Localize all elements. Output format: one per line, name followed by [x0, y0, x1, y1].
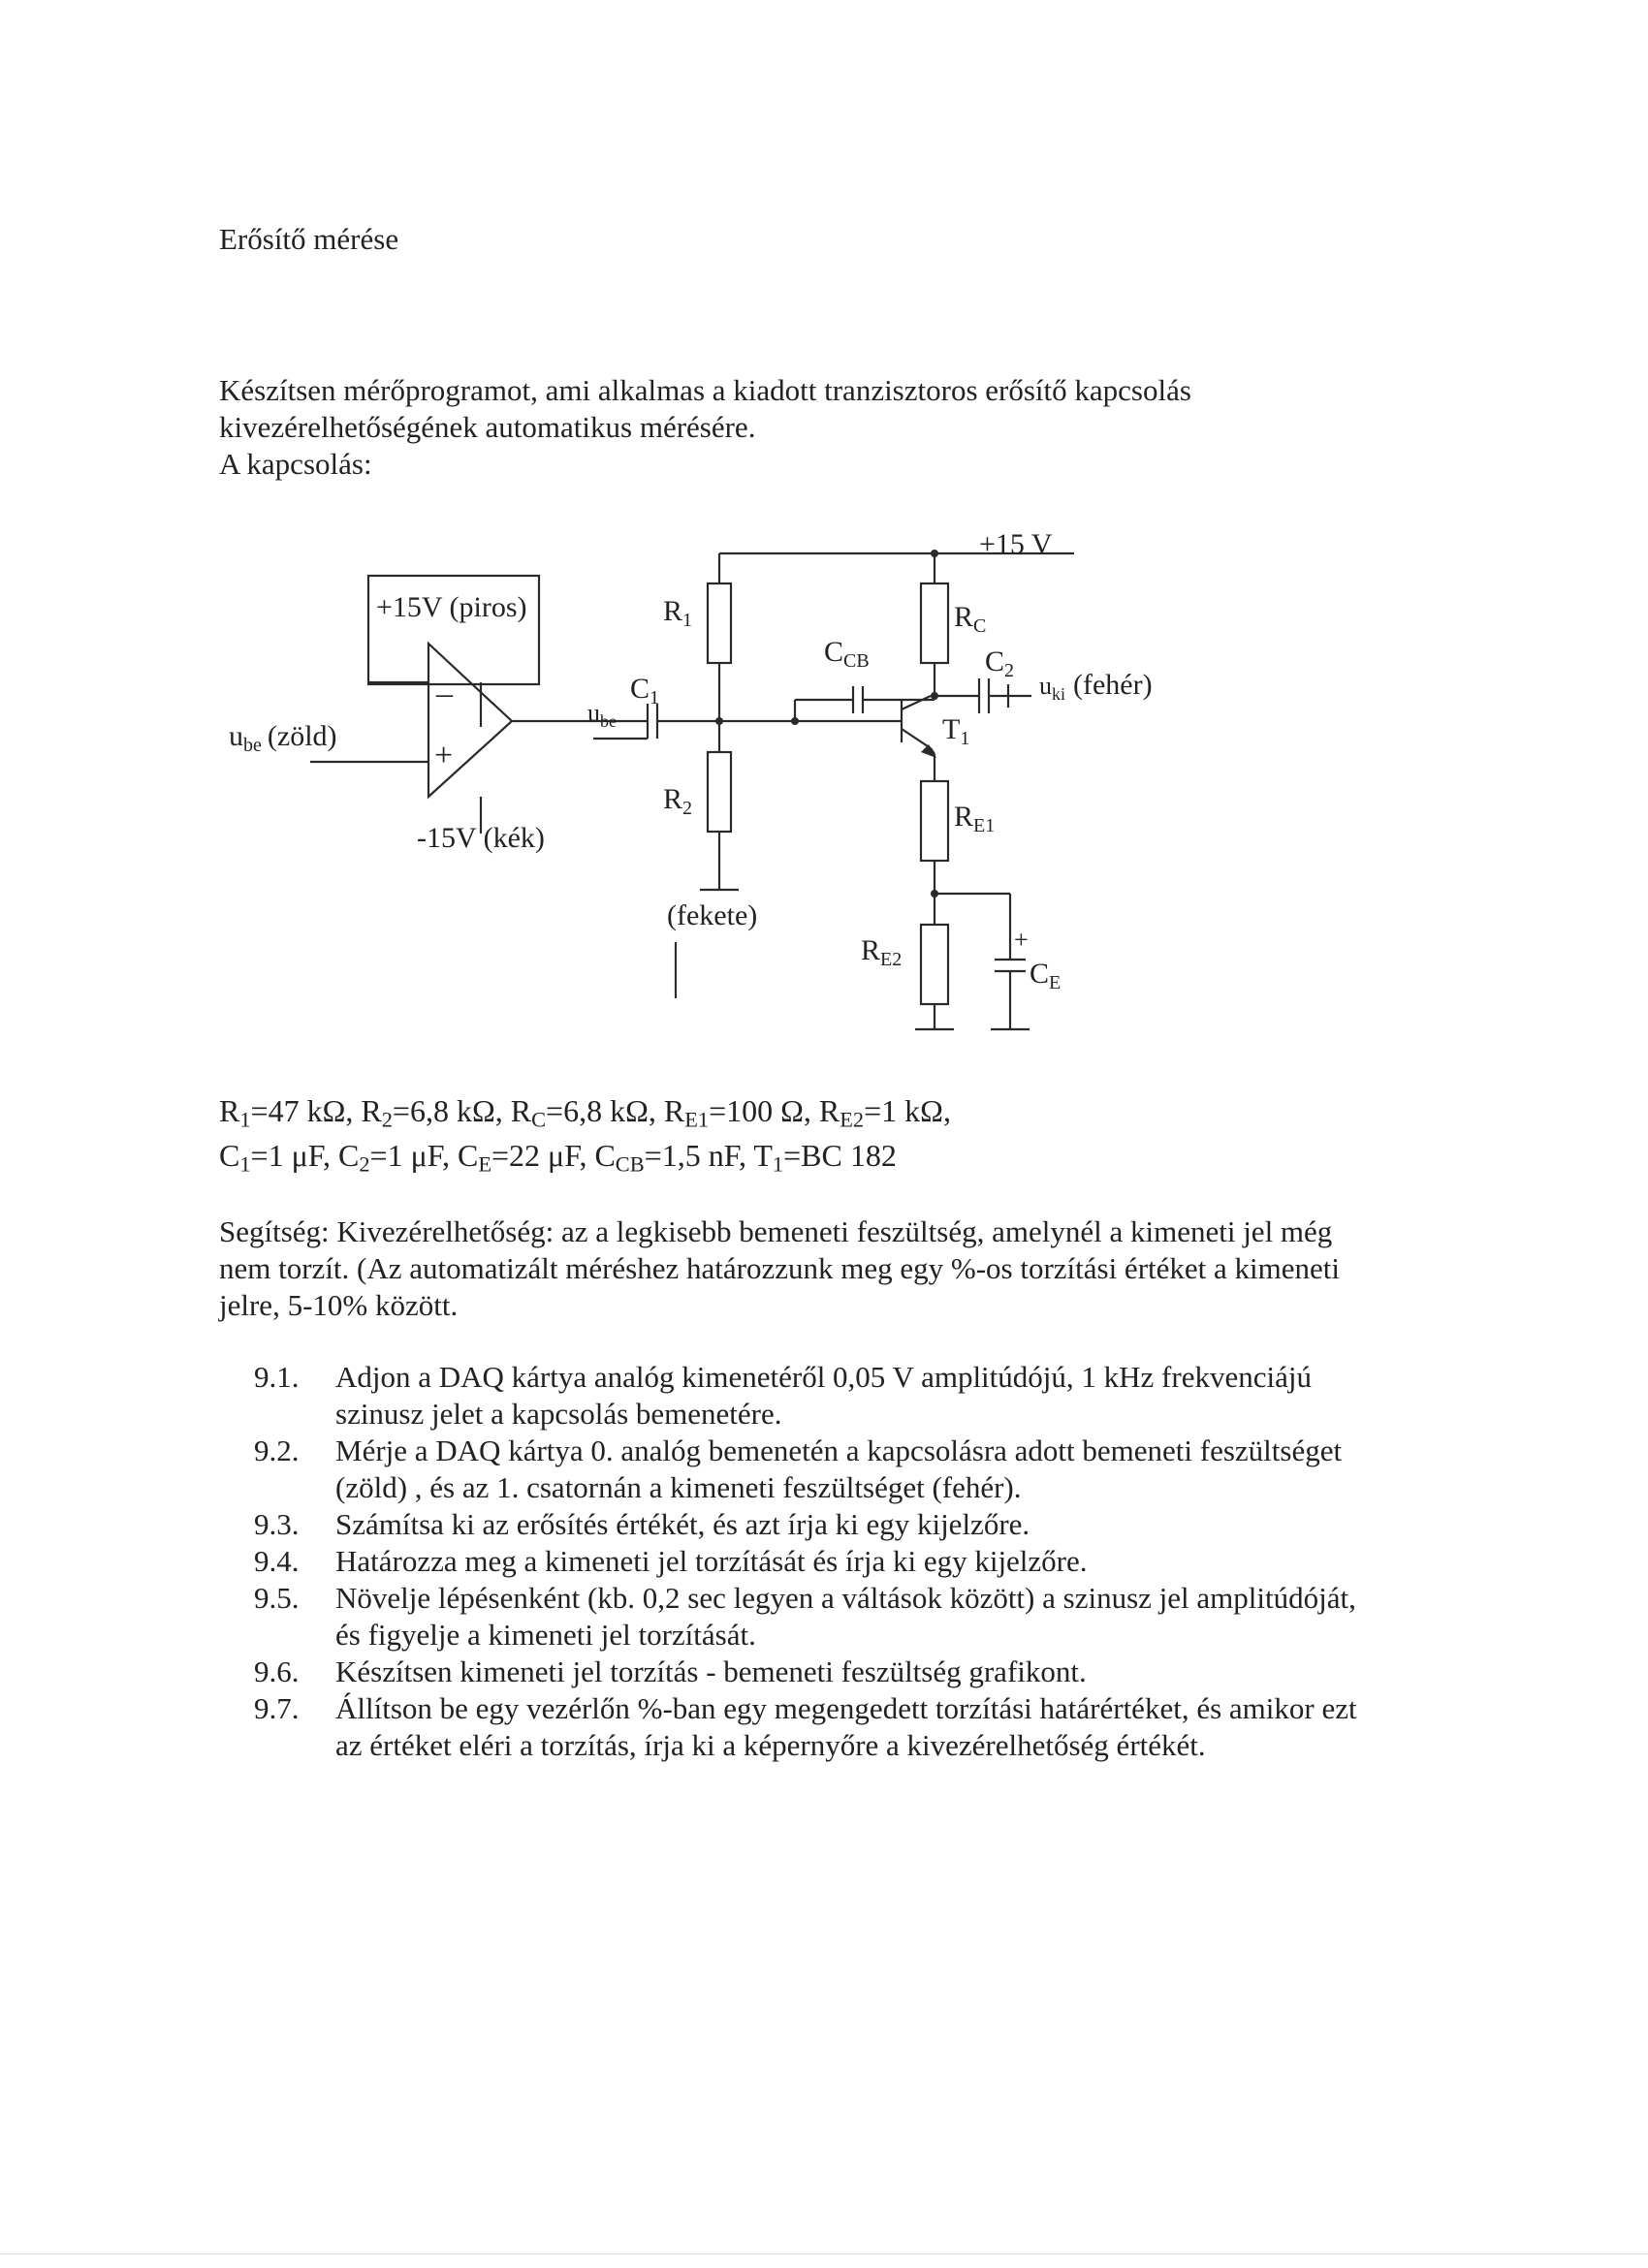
task-number: 9.4. [254, 1544, 300, 1578]
task-number: 9.5. [254, 1581, 300, 1615]
task-item [254, 1433, 1357, 1506]
r2-label: $R_2$ [663, 783, 693, 819]
task-item [254, 1690, 1357, 1764]
ce-plus-sign: + [1014, 926, 1029, 954]
supply-plus-label: +15 V [979, 528, 1053, 560]
intro-line: Készítsen mérőprogramot, ami alkalmas a kiadott tranzisztoros erősítő kapcsolás [219, 373, 1191, 407]
opamp-plus-sign: + [434, 738, 454, 773]
task-line: Adjon a DAQ kártya analóg kimenetéről 0,05 V amplitúdójú, 1 kHz frekvenciájú [335, 1360, 1312, 1394]
task-number: 9.3. [254, 1507, 300, 1541]
emitter-arrow [921, 744, 936, 758]
amplifier-circuit-diagram [0, 0, 1648, 1086]
task-line: az értéket eléri a torzítás, írja ki a képernyőre a kivezérelhetőség értékét. [335, 1728, 1206, 1762]
component-values-line: $R_1=47$ kΩ, $R_2=6,8$ kΩ, $R_C=6,8$ kΩ, $R_{E1}=100$ Ω, $R_{E2}=1$ kΩ, [219, 1093, 951, 1132]
ccb-label: $C_{CB}$ [824, 636, 870, 672]
task-line: Számítsa ki az erősítés értékét, és azt írja ki egy kijelzőre. [335, 1507, 1030, 1541]
uki-label: $u_{ki}$ (fehér) [1039, 669, 1153, 704]
page-title: Erősítő mérése [219, 222, 399, 256]
task-line: és figyelje a kimeneti jel torzítását. [335, 1618, 756, 1652]
input-label: $u_{be}$ (zöld) [229, 720, 337, 756]
task-number: 9.7. [254, 1691, 300, 1725]
task-item [254, 1506, 1357, 1543]
ground-label: (fekete) [667, 899, 758, 931]
scan-edge-line [0, 2253, 1648, 2254]
task-line: Készítsen kimeneti jel torzítás - bemeneti feszültség grafikont. [335, 1654, 1087, 1688]
help-line: nem torzít. (Az automatizált méréshez határozzunk meg egy %-os torzítási értéket a kimeneti [219, 1251, 1340, 1285]
help-paragraph [219, 1213, 1340, 1324]
task-line: Állítson be egy vezérlőn %-ban egy megengedett torzítási határértéket, és amikor ezt [335, 1691, 1357, 1725]
task-line: szinusz jelet a kapcsolás bemenetére. [335, 1397, 782, 1431]
t1-label: $T_1$ [942, 713, 970, 749]
opamp-plus-supply-label: +15V (piros) [376, 591, 527, 623]
rc-label: $R_C$ [954, 601, 987, 637]
ube-label: $u_{be}$ [587, 699, 617, 731]
re2-label: $R_{E2}$ [861, 934, 903, 970]
component-values-line: $C_1=1$ μF, $C_2=1$ μF, $C_E=22$ μF, $C_{CB}=1,5$ nF, $T_1=BC$ 182 [219, 1138, 897, 1177]
re1-label: $R_{E1}$ [954, 801, 996, 836]
task-item [254, 1359, 1357, 1433]
task-line: Növelje lépésenként (kb. 0,2 sec legyen a váltások között) a szinusz jel amplitúdóját, [335, 1581, 1356, 1615]
task-line: (zöld) , és az 1. csatornán a kimeneti feszültséget (fehér). [335, 1470, 1022, 1504]
task-number: 9.6. [254, 1654, 300, 1688]
task-number: 9.1. [254, 1360, 300, 1394]
component-values [219, 1093, 951, 1182]
help-line: Segítség: Kivezérelhetőség: az a legkisebb bemeneti feszültség, amelynél a kimeneti jel még [219, 1214, 1333, 1248]
opamp-minus-supply-label: -15V (kék) [417, 822, 545, 854]
task-item [254, 1543, 1357, 1580]
task-number: 9.2. [254, 1433, 300, 1467]
intro-line: A kapcsolás: [219, 447, 372, 481]
c2-label: $C_2$ [985, 646, 1015, 681]
task-item [254, 1580, 1357, 1654]
task-line: Határozza meg a kimeneti jel torzítását és írja ki egy kijelzőre. [335, 1544, 1088, 1578]
intro-line: kivezérelhetőségének automatikus mérésére. [219, 410, 756, 444]
task-item [254, 1654, 1357, 1690]
help-line: jelre, 5-10% között. [219, 1288, 459, 1322]
opamp-minus-sign: – [436, 676, 453, 711]
task-line: Mérje a DAQ kártya 0. analóg bemenetén a kapcsolásra adott bemeneti feszültséget [335, 1433, 1343, 1467]
r1-label: $R_1$ [663, 595, 693, 631]
task-list [254, 1359, 1357, 1764]
c1-label: $C_1$ [630, 673, 660, 709]
ce-label: $C_E$ [1030, 958, 1062, 993]
junction-dots [715, 550, 938, 898]
